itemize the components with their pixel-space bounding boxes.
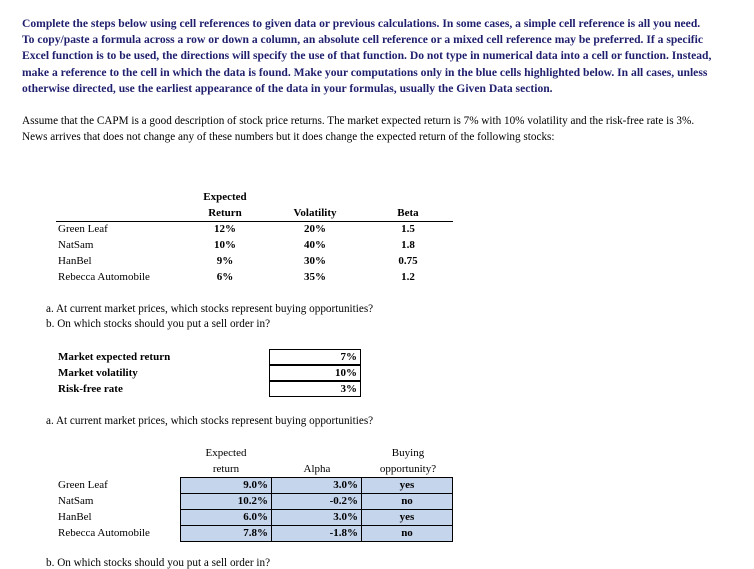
market-volatility-cell[interactable]: 10% [269, 365, 361, 381]
stock-volatility: 35% [304, 271, 326, 283]
stock-name: HanBel [58, 511, 92, 523]
header-underline [56, 221, 453, 222]
problem-statement: Assume that the CAPM is a good description of stock price returns. The market expected return is 7% with 10% volatility and the risk-free rate is 3%. News arrives that does not change any of these numbers but it does change the expected return of the following stocks: [22, 115, 695, 143]
expected-return-cell[interactable]: 10.2% [180, 493, 272, 510]
header-alpha: Alpha [303, 463, 331, 475]
buying-opportunity-cell[interactable]: yes [361, 477, 453, 494]
answer-a-heading: a. At current market prices, which stocks represent buying opportunities? [46, 415, 374, 427]
buying-opportunity-cell[interactable]: yes [361, 509, 453, 526]
stock-expected-return: 10% [214, 239, 236, 251]
risk-free-cell[interactable]: 3% [269, 381, 361, 397]
header-expected: Expected [203, 191, 247, 203]
header-return: Return [208, 207, 242, 219]
header-volatility: Volatility [293, 207, 337, 219]
alpha-cell[interactable]: 3.0% [271, 509, 362, 526]
buying-opportunity-cell[interactable]: no [361, 525, 453, 542]
question-b: b. On which stocks should you put a sell order in? [46, 318, 271, 330]
stock-name: Green Leaf [58, 223, 108, 235]
buying-opportunity-cell[interactable]: no [361, 493, 453, 510]
question-a: a. At current market prices, which stocks represent buying opportunities? [46, 303, 374, 315]
stock-beta: 1.2 [401, 271, 415, 283]
header-return: return [212, 463, 240, 475]
stock-expected-return: 12% [214, 223, 236, 235]
stock-name: NatSam [58, 495, 94, 507]
expected-return-cell[interactable]: 6.0% [180, 509, 272, 526]
stock-name: HanBel [58, 255, 92, 267]
stock-volatility: 30% [304, 255, 326, 267]
risk-free-label: Risk-free rate [58, 383, 123, 395]
alpha-cell[interactable]: 3.0% [271, 477, 362, 494]
stock-expected-return: 6% [216, 271, 234, 283]
stock-name: Rebecca Automobile [58, 527, 150, 539]
market-return-label: Market expected return [58, 351, 171, 363]
stock-beta: 0.75 [398, 255, 418, 267]
instructions-text: Complete the steps below using cell references to given data or previous calculations. In some cases, a simple cell reference is all you need. To copy/paste a formula across a row or down a column, an absolute cell reference or a mixed cell reference may be preferred. If a specific Excel function is to be used, the directions will specify the use of that function. Do not type in numerical data into a cell or function. Instead, make a reference to the cell in which the data is found. Make your computations only in the blue cells highlighted below. In all cases, unless otherwise directed, use the earliest appearance of the data in your formulas, usually the Given Data section. [22, 17, 712, 95]
stock-name: NatSam [58, 239, 94, 251]
header-expected: Expected [205, 447, 247, 459]
stock-beta: 1.5 [401, 223, 415, 235]
alpha-cell[interactable]: -0.2% [271, 493, 362, 510]
market-return-cell[interactable]: 7% [269, 349, 361, 365]
header-opportunity: opportunity? [379, 463, 437, 475]
header-beta: Beta [397, 207, 419, 219]
expected-return-cell[interactable]: 7.8% [180, 525, 272, 542]
alpha-cell[interactable]: -1.8% [271, 525, 362, 542]
stock-volatility: 40% [304, 239, 326, 251]
stock-expected-return: 9% [216, 255, 234, 267]
market-volatility-label: Market volatility [58, 367, 138, 379]
stock-volatility: 20% [304, 223, 326, 235]
expected-return-cell[interactable]: 9.0% [180, 477, 272, 494]
stock-name: Green Leaf [58, 479, 108, 491]
stock-name: Rebecca Automobile [58, 271, 150, 283]
header-buying: Buying [391, 447, 425, 459]
answer-b-heading: b. On which stocks should you put a sell order in? [46, 557, 271, 569]
stock-beta: 1.8 [401, 239, 415, 251]
